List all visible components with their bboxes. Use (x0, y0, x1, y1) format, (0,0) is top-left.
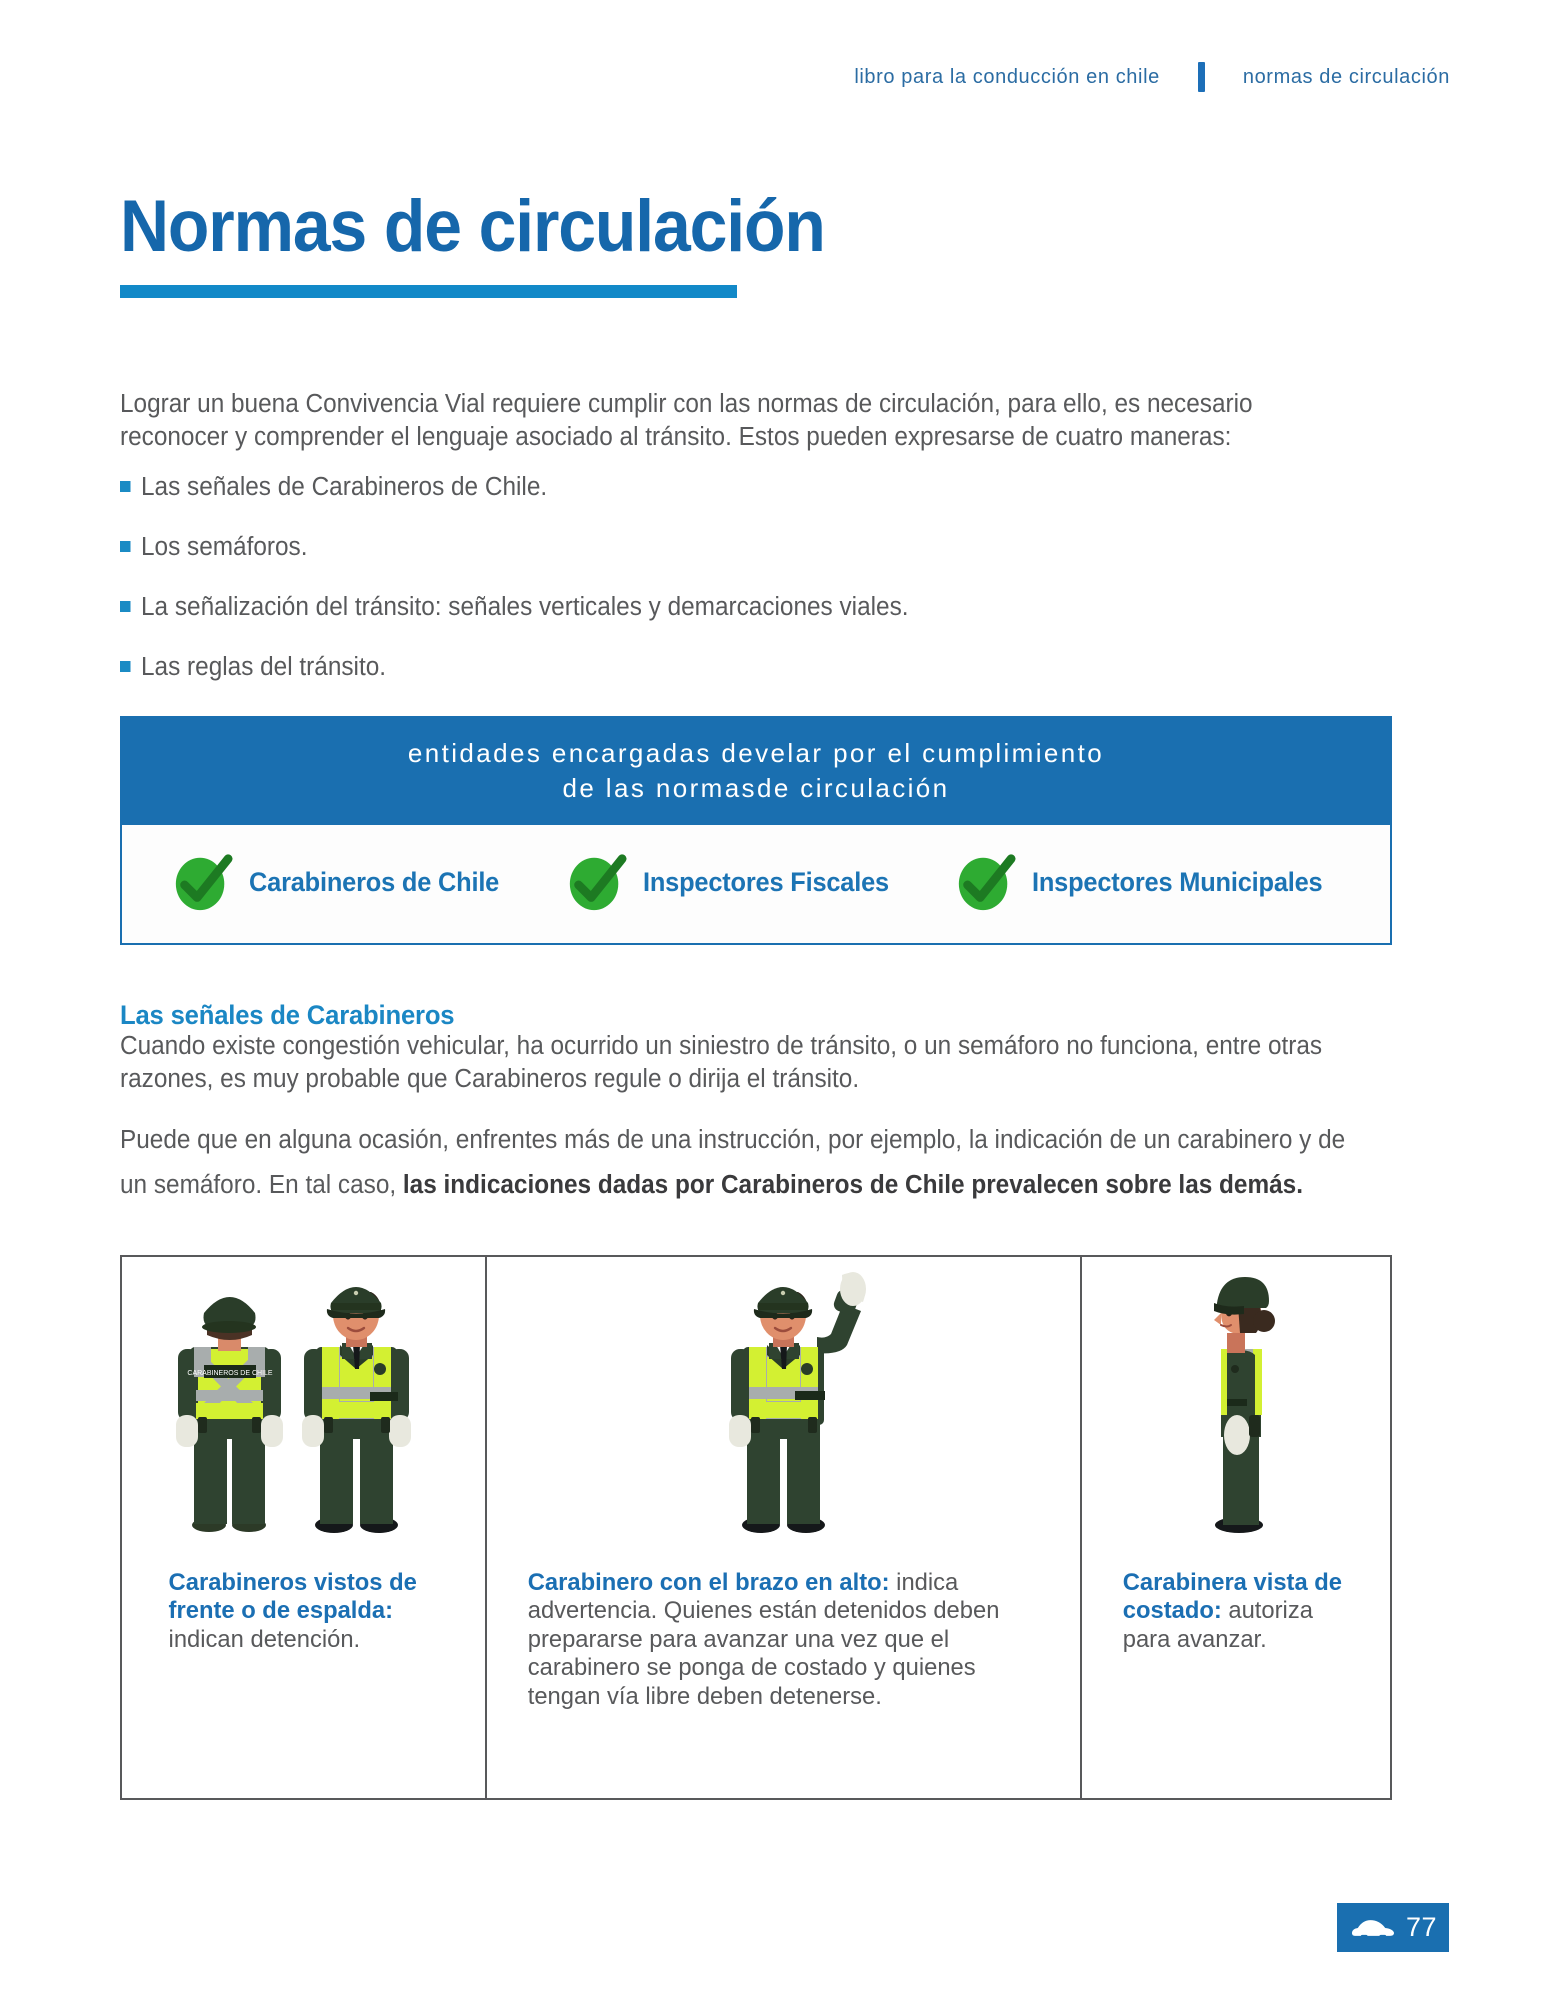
bullet-square-icon (120, 661, 131, 672)
entity-label: Inspectores Municipales (1032, 866, 1323, 897)
section-paragraph-2-lead: Puede que en alguna ocasión, enfrentes más de una instrucción, por ejemplo, la indicación de un carabinero y de un semáforo. En tal caso, (120, 1126, 1346, 1199)
check-circle-icon (565, 851, 627, 913)
page-title-block (120, 186, 878, 298)
panel-illustration (487, 1257, 1080, 1561)
bullet-square-icon (120, 481, 131, 492)
carabinera-side-view-illustration (1086, 1257, 1386, 1557)
list-item-label: La señalización del tránsito: señales verticales y demarcaciones viales. (141, 592, 909, 621)
list-item (120, 532, 1342, 564)
entity-item (171, 851, 515, 913)
entities-panel-body (122, 825, 1390, 943)
running-head-separator (1198, 62, 1205, 92)
svg-text:CARABINEROS DE CHILE: CARABINEROS DE CHILE (186, 1370, 273, 1377)
section-heading: Las señales de Carabineros (120, 1000, 455, 1030)
intro-bullet-list (120, 472, 1342, 712)
section-paragraph-2-bold: las indicaciones dadas por Carabineros de Chile prevalecen sobre las demás. (402, 1170, 1303, 1199)
page-title: Normas de circulación (120, 186, 825, 267)
entity-label: Inspectores Fiscales (642, 866, 889, 897)
bullet-square-icon (120, 601, 131, 612)
running-head-right: normas de circulación (1242, 65, 1450, 88)
entity-item (954, 851, 1341, 913)
panel-caption (1082, 1561, 1381, 1654)
signal-panel-arm-raised (487, 1257, 1082, 1798)
list-item-label: Las reglas del tránsito. (141, 652, 387, 681)
signal-panel-front-or-back (122, 1257, 487, 1798)
list-item (120, 652, 1342, 684)
panel-caption-rest: indica advertencia. Quienes están detenidos deben prepararse para avanzar una vez que el carabinero se ponga de costado y quienes tengan vía libre deben detenerse. (527, 1569, 1000, 1710)
section-paragraph-1: Cuando existe congestión vehicular, ha ocurrido un siniestro de tránsito, o un semáforo no funciona, entre otras razones, es muy probable que Carabineros regule o dirija el tránsito. (120, 1032, 1323, 1094)
panel-caption-strong: Carabinero con el brazo en alto: (527, 1569, 890, 1596)
entity-item (565, 851, 905, 913)
entities-header-line-2: de las normasde circulación (562, 772, 950, 803)
panel-caption (122, 1561, 474, 1654)
panel-caption-rest: autoriza para avanzar. (1122, 1597, 1313, 1653)
running-head-left: libro para la conducción en chile (854, 65, 1160, 88)
bullet-square-icon (120, 541, 131, 552)
signals-panel-group (120, 1255, 1392, 1800)
signal-panel-side-view (1082, 1257, 1390, 1798)
page-number-badge (1337, 1903, 1449, 1952)
panel-caption-rest: indican detención. (168, 1625, 361, 1653)
running-head (854, 62, 1450, 92)
entities-panel (120, 716, 1392, 945)
list-item (120, 472, 1342, 504)
title-underline-rule (120, 285, 737, 298)
list-item-label: Los semáforos. (141, 532, 308, 561)
car-icon (1349, 1916, 1396, 1940)
panel-illustration (122, 1257, 485, 1561)
list-item-label: Las señales de Carabineros de Chile. (141, 473, 548, 501)
entity-label: Carabineros de Chile (248, 866, 500, 897)
entities-header-line-1: entidades encargadas develar por el cumplimiento (407, 738, 1105, 768)
list-item (120, 592, 1342, 624)
intro-paragraph: Lograr un buena Convivencia Vial requiere cumplir con las normas de circulación, para ello, es necesario reconocer y comprender el lenguaje asociado al tránsito. Estos pueden expresarse de cuatro maneras: (120, 390, 1253, 452)
page-number: 77 (1405, 1912, 1438, 1942)
entities-panel-header (122, 718, 1390, 825)
panel-caption-strong: Carabinera vista de costado: (1122, 1569, 1343, 1625)
check-circle-icon (171, 851, 233, 913)
carabinero-arm-raised-illustration (634, 1257, 934, 1557)
panel-illustration (1082, 1257, 1390, 1561)
check-circle-icon (954, 851, 1016, 913)
panel-caption-strong: Carabineros vistos de frente o de espalda: (168, 1569, 417, 1625)
section-paragraph-2 (120, 1118, 1362, 1207)
panel-caption (487, 1561, 1062, 1711)
two-carabineros-front-and-back-illustration (154, 1257, 454, 1557)
